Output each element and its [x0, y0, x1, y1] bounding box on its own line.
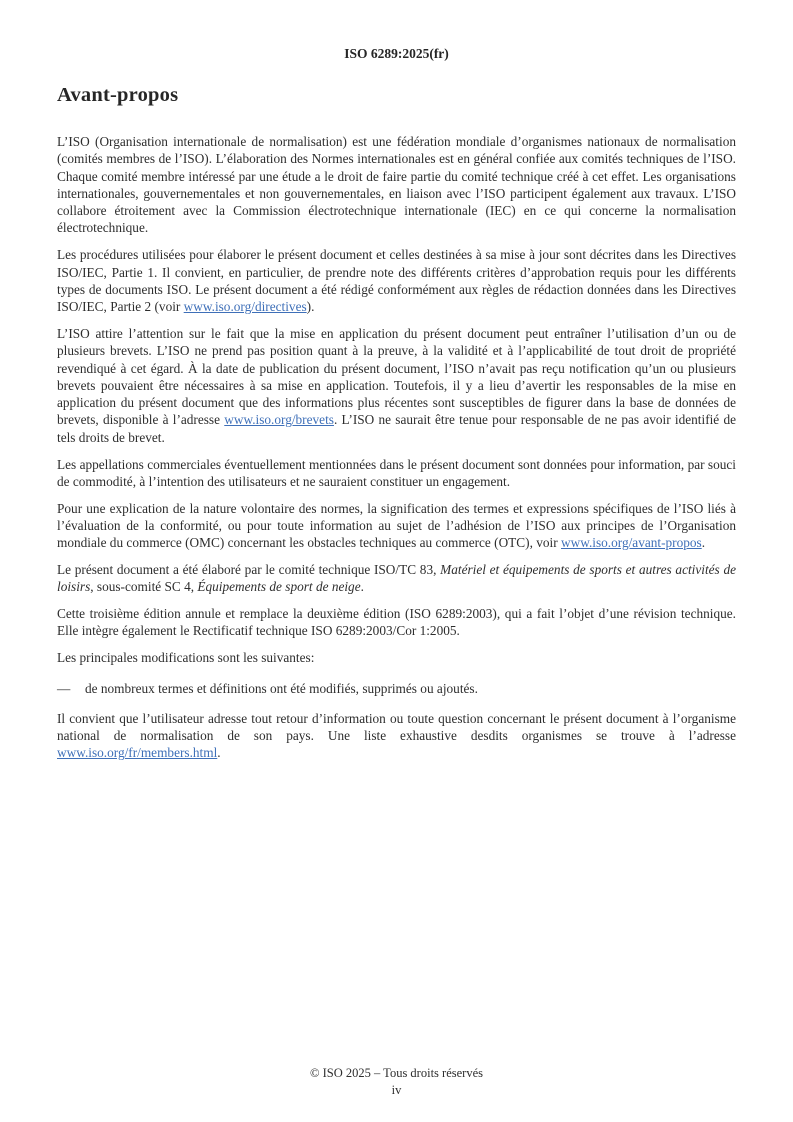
paragraph-iso-federation: [57, 133, 736, 237]
link-iso-directives[interactable]: www.iso.org/directives: [183, 299, 307, 315]
paragraph-text: .: [701, 535, 706, 551]
link-iso-members[interactable]: www.iso.org/fr/members.html: [57, 745, 218, 761]
paragraph-feedback: [57, 710, 736, 762]
page-title: Avant-propos: [57, 84, 179, 106]
paragraph-text: Les appellations commerciales éventuellement mentionnées dans le présent document sont données pour information, par souci de commodité, à l’intention des utilisateurs et ne sauraient constituer un engagement.: [57, 456, 736, 489]
paragraph-text: , sous-comité SC 4,: [90, 579, 198, 595]
paragraph-committee: [57, 561, 736, 596]
paragraph-text: Le présent document a été élaboré par le comité technique ISO/TC 83,: [57, 562, 441, 578]
committee-title-italic: Matériel et équipements de sports et autres activités de loisirs: [57, 562, 736, 595]
paragraph-text: Les procédures utilisées pour élaborer le présent document et celles destinées à sa mise à jour sont décrites dans les Directives ISO/IEC, Partie 1. Il convient, en particulier, de prendre note des différents critères d’approbation requis pour les différents types de documents ISO. Le présent document a été rédigé conformément aux règles de rédaction données dans les Directives ISO/IEC, Partie 2 (voir: [57, 247, 736, 315]
paragraph-patents: [57, 325, 736, 446]
paragraph-text: .: [217, 745, 221, 761]
document-reference: ISO 6289:2025(fr): [344, 46, 449, 61]
page-footer: [0, 1065, 793, 1099]
link-iso-brevets[interactable]: www.iso.org/brevets: [224, 412, 334, 428]
paragraph-edition: [57, 605, 736, 640]
list-item-text: de nombreux termes et définitions ont été modifiés, supprimés ou ajoutés.: [85, 680, 478, 696]
paragraph-modifications-intro: [57, 649, 736, 666]
list-dash: —: [57, 680, 71, 696]
paragraph-voluntary-nature: [57, 500, 736, 552]
paragraph-trade-names: [57, 456, 736, 491]
subcommittee-title-italic: Équipements de sport de neige: [197, 579, 361, 595]
paragraph-text: Les principales modifications sont les suivantes:: [57, 650, 315, 666]
paragraph-text: .: [360, 579, 364, 595]
paragraph-procedures: [57, 246, 736, 315]
paragraph-text: L’ISO attire l’attention sur le fait que la mise en application du présent document peut entraîner l’utilisation d’un ou de plusieurs brevets. L’ISO ne prend pas position quant à la preuve, à la validité et à l’applicabilité de tout droit de propriété revendiqué à cet égard. À la date de publication du présent document, l’ISO n’avait pas reçu notification qu’un ou plusieurs brevets pouvaient être nécessaires à sa mise en application. Toutefois, il y a lieu d’avertir les responsables de la mise en application du présent document que des informations plus récentes sont susceptibles de figurer dans la base de données de brevets, disponible à l’adresse: [57, 325, 736, 428]
footer-copyright: © ISO 2025 – Tous droits réservés: [310, 1066, 483, 1080]
paragraph-text: . L’ISO ne saurait être tenue pour responsable de ne pas avoir identifié de tels droits de brevet.: [57, 412, 737, 445]
paragraph-text: Il convient que l’utilisateur adresse tout retour d’information ou toute question concernant le présent document à l’organisme national de normalisation de son pays. Une liste exhaustive desdits organismes se trouve à l’adresse: [57, 710, 736, 744]
paragraph-text: Pour une explication de la nature volontaire des normes, la signification des termes et expressions spécifiques de l’ISO liés à l’évaluation de la conformité, ou pour toute information au sujet de l’adhésion de l’ISO aux principes de l’Organisation mondiale du commerce (OMC) concernant les obstacles techniques au commerce (OTC), voir: [57, 500, 736, 551]
foreword-section: [57, 84, 736, 771]
list-item-modification: [57, 680, 736, 697]
paragraph-text: L’ISO (Organisation internationale de normalisation) est une fédération mondiale d’organismes nationaux de normalisation (comités membres de l’ISO). L’élaboration des Normes internationales est en général confiée aux comités techniques de l’ISO. Chaque comité membre intéressé par une étude a le droit de faire partie du comité technique créé à cet effet. Les organisations internationales, gouvernementales et non gouvernementales, en liaison avec l’ISO participent également aux travaux. L’ISO collabore étroitement avec la Commission électrotechnique internationale (IEC) en ce qui concerne la normalisation électrotechnique.: [57, 134, 736, 236]
page-number: iv: [391, 1083, 402, 1097]
paragraph-text: Cette troisième édition annule et remplace la deuxième édition (ISO 6289:2003), qui a fait l’objet d’une révision technique. Elle intègre également le Rectificatif technique ISO 6289:2003/Cor 1:2005.: [57, 606, 736, 639]
paragraph-text: ).: [306, 299, 315, 315]
link-iso-avant-propos[interactable]: www.iso.org/avant-propos: [561, 535, 702, 551]
